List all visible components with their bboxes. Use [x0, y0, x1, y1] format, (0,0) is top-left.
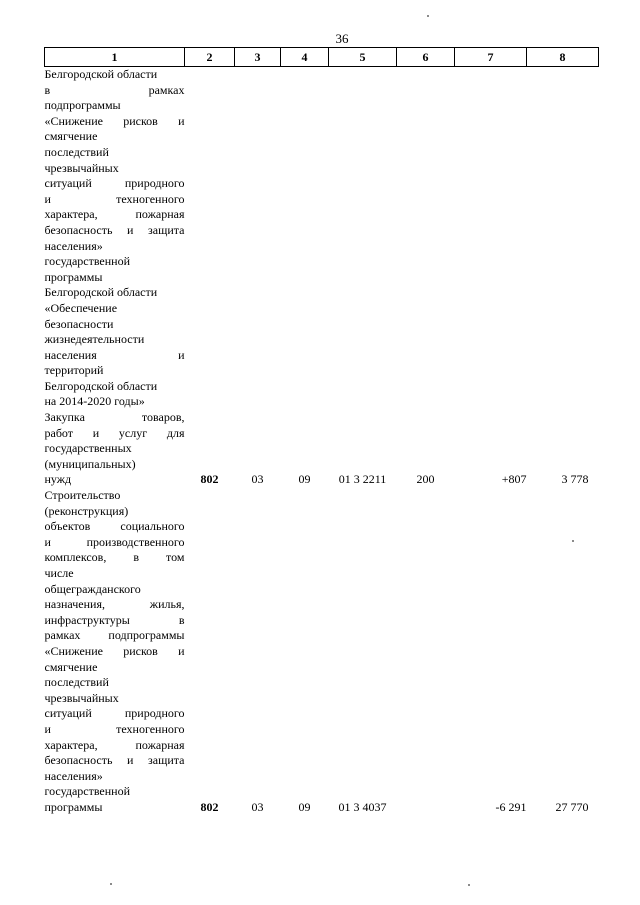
subsection-cell: 09 — [298, 799, 311, 814]
row-description — [45, 410, 185, 488]
gkbs-cell: 802 — [200, 799, 219, 814]
subsection-cell — [281, 67, 329, 411]
description-line: «Снижение рисков и — [44, 113, 185, 128]
description-line: (реконструкция) — [44, 503, 129, 518]
section-cell — [235, 67, 281, 411]
description-line: государственных — [44, 441, 132, 456]
description-line: инфраструктуры в — [44, 612, 185, 627]
description-line: числе — [44, 566, 74, 580]
description-line: «Снижение рисков и — [44, 643, 185, 658]
scan-speck — [572, 540, 574, 542]
description-line: программы — [44, 799, 103, 814]
scan-speck — [468, 884, 470, 886]
table-row — [45, 488, 599, 815]
description-line: на 2014-2020 годы» — [44, 394, 145, 409]
total-amount-cell: 3 778 — [561, 472, 589, 487]
description-line: характера, пожарная — [44, 737, 185, 752]
column-number-2: 2 — [185, 48, 235, 67]
description-line: и производственного — [44, 534, 185, 549]
description-line: последствий — [44, 675, 109, 690]
description-line: населения и — [44, 347, 185, 362]
description-line: и техногенного — [44, 721, 185, 736]
description-line: назначения, жилья, — [44, 597, 185, 612]
description-line: (муниципальных) — [44, 456, 136, 471]
description-line: Белгородской области — [44, 285, 158, 300]
section-cell: 03 — [251, 472, 264, 487]
description-line: населения» — [44, 768, 103, 783]
description-line: подпрограммы — [44, 98, 121, 113]
column-number-5: 5 — [329, 48, 397, 67]
scan-speck — [110, 883, 112, 885]
column-number-6: 6 — [397, 48, 455, 67]
description-line: населения» — [44, 238, 103, 253]
section-cell: 03 — [251, 799, 264, 814]
description-line: безопасность и защита — [44, 753, 185, 768]
description-line: смягчение — [44, 659, 98, 674]
description-line: безопасности — [44, 316, 114, 331]
column-number-3: 3 — [235, 48, 281, 67]
description-line: смягчение — [44, 129, 98, 144]
description-line: чрезвычайных — [44, 690, 119, 705]
column-number-1: 1 — [45, 48, 185, 67]
description-line: Строительство — [44, 488, 121, 503]
budget-table — [44, 47, 599, 816]
total-amount-cell: 27 770 — [555, 799, 589, 814]
expense-type-cell: 200 — [416, 472, 435, 487]
description-line: работ и услуг для — [44, 425, 185, 440]
gkbs-cell — [185, 67, 235, 411]
description-line: нужд — [44, 472, 72, 487]
target-article-cell — [329, 67, 397, 411]
description-line: характера, пожарная — [44, 207, 185, 222]
description-line: объектов социального — [44, 519, 185, 534]
expense-type-cell — [397, 488, 455, 815]
description-line: территорий — [44, 363, 104, 378]
table-row — [45, 410, 599, 488]
description-line: программы — [44, 269, 103, 284]
column-number-row — [45, 48, 599, 67]
column-number-7: 7 — [455, 48, 527, 67]
scan-speck — [427, 15, 429, 17]
target-article-cell: 01 3 2211 — [338, 472, 387, 487]
expense-type-cell — [397, 67, 455, 411]
description-line: Белгородской области — [44, 378, 158, 393]
description-line: комплексов, в том — [44, 550, 185, 565]
change-amount-cell — [455, 67, 527, 411]
description-line: Закупка товаров, — [44, 410, 185, 425]
page-number: 36 — [335, 31, 349, 46]
description-line: рамках подпрограммы — [44, 628, 185, 643]
description-line: «Обеспечение — [44, 300, 118, 315]
description-line: общегражданского — [44, 581, 141, 596]
table-body — [45, 67, 599, 816]
column-number-4: 4 — [281, 48, 329, 67]
description-line: безопасность и защита — [44, 222, 185, 237]
row-description — [45, 488, 185, 815]
gkbs-cell: 802 — [200, 472, 219, 487]
description-line: ситуаций природного — [44, 706, 185, 721]
description-line: в рамках — [44, 82, 185, 97]
change-amount-cell: -6 291 — [495, 799, 527, 814]
subsection-cell: 09 — [298, 472, 311, 487]
description-line: ситуаций природного — [44, 176, 185, 191]
description-line: государственной — [44, 784, 131, 799]
description-line: государственной — [44, 254, 131, 269]
description-line: последствий — [44, 144, 109, 159]
description-line: Белгородской области — [44, 67, 158, 81]
row-description — [45, 67, 185, 411]
target-article-cell: 01 3 4037 — [338, 799, 387, 814]
description-line: и техногенного — [44, 191, 185, 206]
change-amount-cell: +807 — [501, 472, 527, 487]
table-row — [45, 67, 599, 411]
description-line: жизнедеятельности — [44, 332, 145, 347]
description-line: чрезвычайных — [44, 160, 119, 175]
total-amount-cell — [527, 67, 599, 411]
column-number-8: 8 — [527, 48, 599, 67]
